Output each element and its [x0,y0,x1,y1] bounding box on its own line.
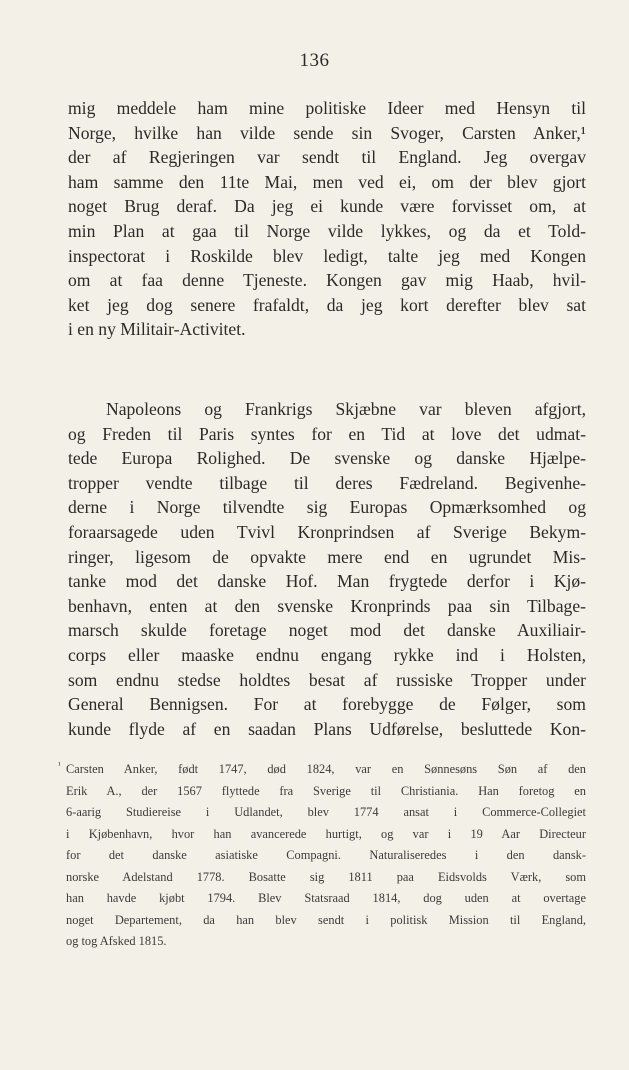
footnote-line: 6-aarig Studiereise i Udlandet, blev 1774 ansat i Commerce-Collegiet [66,805,586,819]
page-number: 136 [299,50,330,71]
footnote-line: for det danske asiatiske Compagni. Naturaliseredes i den dansk- [66,848,586,862]
text-line: derne i Norge tilvendte sig Europas Opmærksomhed og [68,497,586,518]
text-line: min Plan at gaa til Norge vilde lykkes, og da et Told- [68,220,586,241]
text-line: ham samme den 11te Mai, men ved ei, om der blev gjort [68,171,586,192]
footnote [58,759,586,953]
text-line: som endnu stedse holdtes besat af russiske Tropper under [68,669,586,690]
text-line: Norge, hvilke han vilde sende sin Svoger, Carsten Anker,¹ [68,122,586,143]
paragraph-1 [68,96,586,342]
text-line: foraarsagede uden Tvivl Kronprindsen af Sverige Bekym- [68,521,586,542]
text-line: ringer, ligesom de opvakte mere end en ugrundet Mis- [68,546,586,567]
text-line: noget Brug deraf. Da jeg ei kunde være forvisset om, at [68,196,586,217]
text-line: mig meddele ham mine politiske Ideer med Hensyn til [68,98,586,118]
text-line: tropper vendte tilbage til deres Fædreland. Begivenhe- [68,472,586,493]
footnote-line: noget Departement, da han blev sendt i politisk Mission til England, [66,912,586,927]
text-line: kunde flyde af en saadan Plans Udførelse, besluttede Kon- [68,718,586,739]
text-line: corps eller maaske endnu engang rykke ind i Holsten, [68,644,586,665]
text-line: marsch skulde foretage noget mod det danske Auxiliair- [68,620,586,641]
paragraph-2 [68,397,586,741]
text-line: benhavn, enten at den svenske Kronprinds paa sin Tilbage- [68,595,586,616]
footnote-line: norske Adelstand 1778. Bosatte sig 1811 paa Eidsvolds Værk, som [66,869,586,884]
text-line: der af Regjeringen var sendt til England. Jeg overgav [68,147,586,168]
text-line: tanke mod det danske Hof. Man frygtede derfor i Kjø- [68,571,586,592]
footnote-line: han havde kjøbt 1794. Blev Statsraad 1814, dog uden at overtage [66,891,586,905]
text-line: Napoleons og Frankrigs Skjæbne var bleven afgjort, [106,399,586,419]
text-line: tede Europa Rolighed. De svenske og danske Hjælpe- [68,448,586,469]
text-line: i en ny Militair-Activitet. [68,319,246,340]
text-line: og Freden til Paris syntes for en Tid at love det udmat- [68,423,586,444]
footnote-line: Carsten Anker, født 1747, død 1824, var en Sønnesøns Søn af den [66,762,586,776]
text-line: General Bennigsen. For at forebygge de Følger, som [68,694,586,715]
footnote-marker: ¹ [58,760,61,770]
text-line: inspectorat i Roskilde blev ledigt, talte jeg med Kongen [68,245,586,266]
footnote-line: Erik A., der 1567 flyttede fra Sverige til Christiania. Han foretog en [66,783,586,798]
text-line: ket jeg dog senere frafaldt, da jeg kort derefter blev sat [68,294,586,315]
footnote-line: i Kjøbenhavn, hvor han avancerede hurtigt, og var i 19 Aar Directeur [66,826,586,841]
text-line: om at faa denne Tjeneste. Kongen gav mig Haab, hvil- [68,270,586,291]
footnote-line: og tog Afsked 1815. [66,934,167,948]
